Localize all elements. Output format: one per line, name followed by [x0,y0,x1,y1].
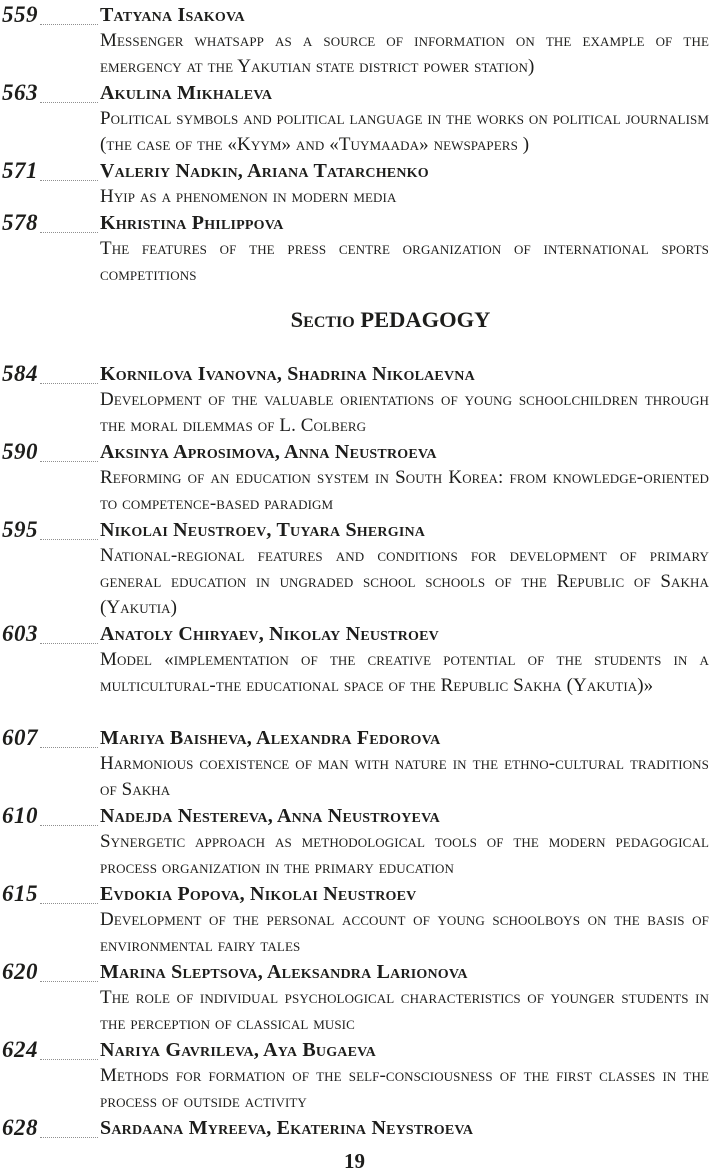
entry-authors: Aksinya Aprosimova, Anna Neustroeva [100,441,437,463]
leader-dots-line [40,643,98,644]
entry-page-ref [2,803,98,829]
entry-authors: Nariya Gavrileva, Aya Bugaeva [100,1039,376,1061]
entry-page-number: 628 [2,1115,38,1140]
entry-page-number: 563 [2,80,38,105]
entry-page-ref [2,621,98,647]
entry-authors: Tatyana Isakova [100,4,245,26]
entry-page-number: 610 [2,803,38,828]
entry-authors: Valeriy Nadkin, Ariana Tatarchenko [100,160,429,182]
leader-dots-line [40,232,98,233]
entry-page-ref [2,2,98,28]
toc-entry [0,803,709,881]
entry-title: Development of the valuable orientations of young schoolchildren through the moral dilemmas of L. Colberg [100,389,709,436]
entry-page-ref [2,210,98,236]
toc-entry [0,210,709,288]
leader-dots-line [40,461,98,462]
entry-authors: Evdokia Popova, Nikolai Neustroev [100,883,417,905]
entry-authors: Sardaana Myreeva, Ekaterina Neystroeva [100,1117,474,1139]
entry-title: National-regional features and conditions for development of primary general education in ungraded school schools of the Republic of Sakha (Yakutia) [100,545,709,618]
entry-title: Synergetic approach as methodological tools of the modern pedagogical process organization in the primary education [100,831,709,878]
entry-authors: Anatoly Chiryaev, Nikolay Neustroev [100,623,439,645]
toc-entry [0,158,709,210]
entry-page-number: 595 [2,517,38,542]
entry-page-number: 590 [2,439,38,464]
leader-dots-line [40,903,98,904]
toc-entry [0,1115,709,1141]
entry-page-number: 584 [2,361,38,386]
toc-entry [0,1037,709,1115]
leader-dots-line [40,825,98,826]
entry-page-ref [2,725,98,751]
leader-dots-line [40,24,98,25]
toc-entry [0,361,709,439]
toc-entry [0,725,709,803]
entry-title: Hyip as a phenomenon in modern media [100,186,397,207]
entry-title: Harmonious coexistence of man with nature in the ethno-cultural traditions of Sakha [100,753,709,800]
entry-page-ref [2,1115,98,1141]
toc-entry [0,621,709,725]
entry-page-ref [2,80,98,106]
entry-page-number: 620 [2,959,38,984]
entry-page-ref [2,439,98,465]
entry-page-number: 571 [2,158,38,183]
entry-title: Model «implementation of the creative potential of the students in a multicultural-the educational space of the Republic Sakha (Yakutia)» [100,649,709,696]
leader-dots-line [40,539,98,540]
entry-page-number: 607 [2,725,38,750]
entry-page-ref [2,881,98,907]
leader-dots-line [40,180,98,181]
entry-authors: Khristina Philippova [100,212,284,234]
entry-page-ref [2,158,98,184]
leader-dots-line [40,102,98,103]
entry-title: The role of individual psychological characteristics of younger students in the perception of classical music [100,987,709,1034]
toc-entry [0,80,709,158]
leader-dots-line [40,981,98,982]
leader-dots-line [40,1059,98,1060]
page-number-footer: 19 [344,1149,365,1173]
toc-entry [0,439,709,517]
entry-page-number: 624 [2,1037,38,1062]
toc-entry [0,881,709,959]
entry-authors: Marina Sleptsova, Aleksandra Larionova [100,961,468,983]
leader-dots-line [40,747,98,748]
entry-authors: Akulina Mikhaleva [100,82,273,104]
entry-title: Methods for formation of the self-consciousness of the first classes in the process of outside activity [100,1065,709,1112]
entry-title: Messenger whatsapp as a source of information on the example of the emergency at the Yakutian state district power station) [100,30,709,77]
entry-title: Reforming of an education system in South Korea: from knowledge-oriented to competence-based paradigm [100,467,709,514]
entry-page-number: 615 [2,881,38,906]
entry-title: The features of the press centre organization of international sports competitions [100,238,709,285]
leader-dots-line [40,1137,98,1138]
entry-page-ref [2,959,98,985]
entry-page-number: 578 [2,210,38,235]
entry-authors: Nikolai Neustroev, Tuyara Shergina [100,519,426,541]
leader-dots-line [40,383,98,384]
entry-page-ref [2,517,98,543]
entry-page-ref [2,361,98,387]
toc-entry [0,2,709,80]
entry-authors: Mariya Baisheva, Alexandra Fedorova [100,727,441,749]
entry-title: Political symbols and political language in the works on political journalism (the case of the «Kyym» and «Tuymaada» newspapers ) [100,108,709,155]
entry-page-number: 603 [2,621,38,646]
entry-page-number: 559 [2,2,38,27]
section-heading: Sectio PEDAGOGY [290,307,491,332]
entry-title: Development of the personal account of young schoolboys on the basis of environmental fairy tales [100,909,709,956]
toc-entry [0,959,709,1037]
entry-authors: Nadejda Nestereva, Anna Neustroyeva [100,805,440,827]
entry-page-ref [2,1037,98,1063]
entry-authors: Kornilova Ivanovna, Shadrina Nikolaevna [100,363,475,385]
toc-entry [0,517,709,621]
